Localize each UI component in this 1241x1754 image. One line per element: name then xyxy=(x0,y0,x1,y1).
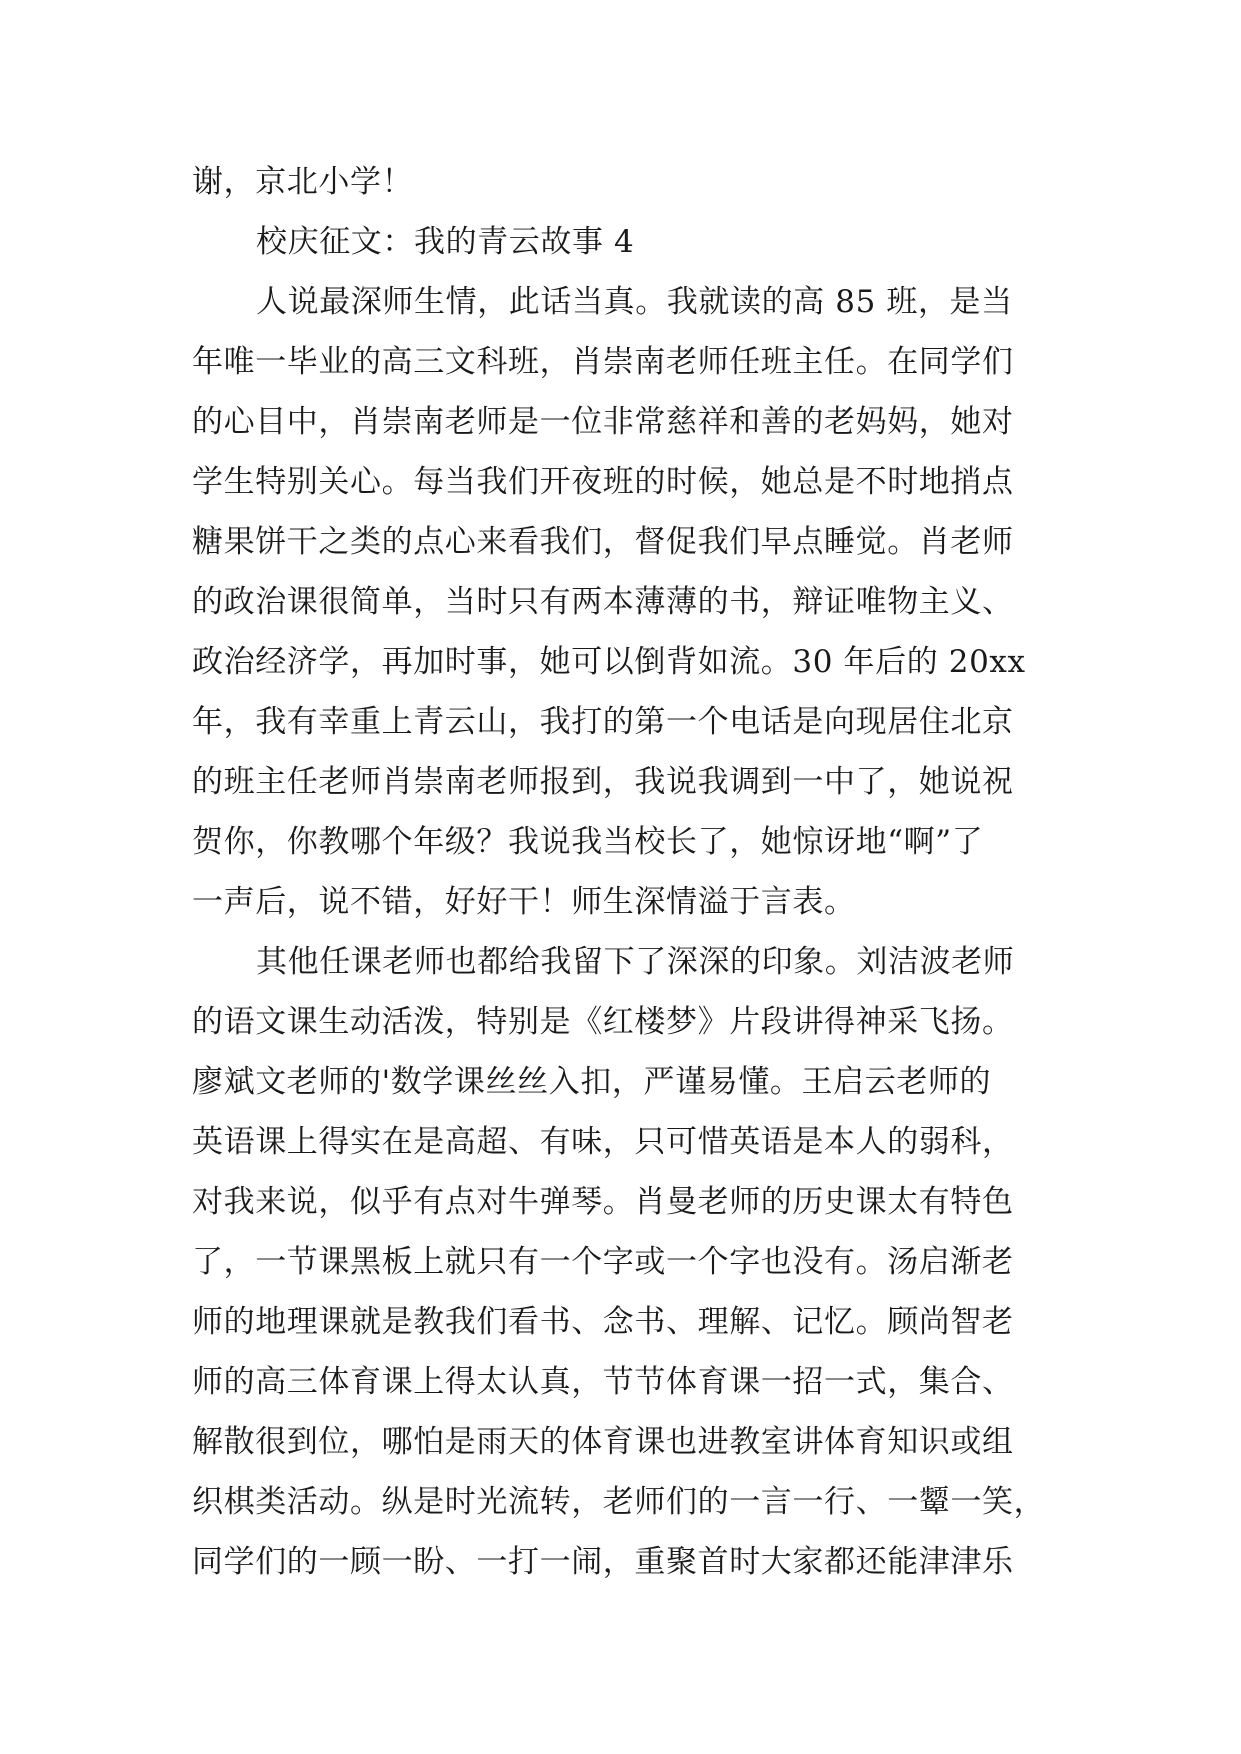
text-line: 同学们的一顾一盼、一打一闹，重聚首时大家都还能津津乐 xyxy=(192,1544,1014,1580)
text-line: 一声后，说不错，好好干！师生深情溢于言表。 xyxy=(192,884,856,920)
text-line: 年唯一毕业的高三文科班，肖崇南老师任班主任。在同学们 xyxy=(192,344,1014,380)
text-line: 谢，京北小学！ xyxy=(192,164,414,200)
text-line: 其他任课老师也都给我留下了深深的印象。刘洁波老师 xyxy=(256,944,1015,980)
text-line: 师的地理课就是教我们看书、念书、理解、记忆。顾尚智老 xyxy=(192,1304,1014,1340)
text-line: 对我来说，似乎有点对牛弹琴。肖曼老师的历史课太有特色 xyxy=(192,1184,1014,1220)
text-line: 织棋类活动。纵是时光流转，老师们的一言一行、一颦一笑， xyxy=(192,1484,1046,1520)
text-line: 的班主任老师肖崇南老师报到，我说我调到一中了，她说祝 xyxy=(192,764,1014,800)
text-line: 英语课上得实在是高超、有味，只可惜英语是本人的弱科， xyxy=(192,1124,1014,1160)
text-line: 的政治课很简单，当时只有两本薄薄的书，辩证唯物主义、 xyxy=(192,584,1014,620)
section-heading: 校庆征文：我的青云故事 4 xyxy=(256,224,635,260)
text-line: 政治经济学，再加时事，她可以倒背如流。30 年后的 20xx xyxy=(192,644,1026,680)
text-line: 贺你，你教哪个年级？我说我当校长了，她惊讶地“啊”了 xyxy=(192,824,984,860)
text-line: 学生特别关心。每当我们开夜班的时候，她总是不时地捎点 xyxy=(192,464,1014,500)
text-line: 师的高三体育课上得太认真，节节体育课一招一式，集合、 xyxy=(192,1364,1014,1400)
text-line: 的语文课生动活泼，特别是《红楼梦》片段讲得神采飞扬。 xyxy=(192,1004,1014,1040)
text-line: 人说最深师生情，此话当真。我就读的高 85 班，是当 xyxy=(256,284,1013,320)
text-line: 廖斌文老师的'数学课丝丝入扣，严谨易懂。王启云老师的 xyxy=(192,1064,992,1100)
text-line: 糖果饼干之类的点心来看我们，督促我们早点睡觉。肖老师 xyxy=(192,524,1014,560)
text-line: 的心目中，肖崇南老师是一位非常慈祥和善的老妈妈，她对 xyxy=(192,404,1014,440)
text-line: 解散很到位，哪怕是雨天的体育课也进教室讲体育知识或组 xyxy=(192,1424,1014,1460)
text-line: 年，我有幸重上青云山，我打的第一个电话是向现居住北京 xyxy=(192,704,1014,740)
text-line: 了，一节课黑板上就只有一个字或一个字也没有。汤启渐老 xyxy=(192,1244,1014,1280)
